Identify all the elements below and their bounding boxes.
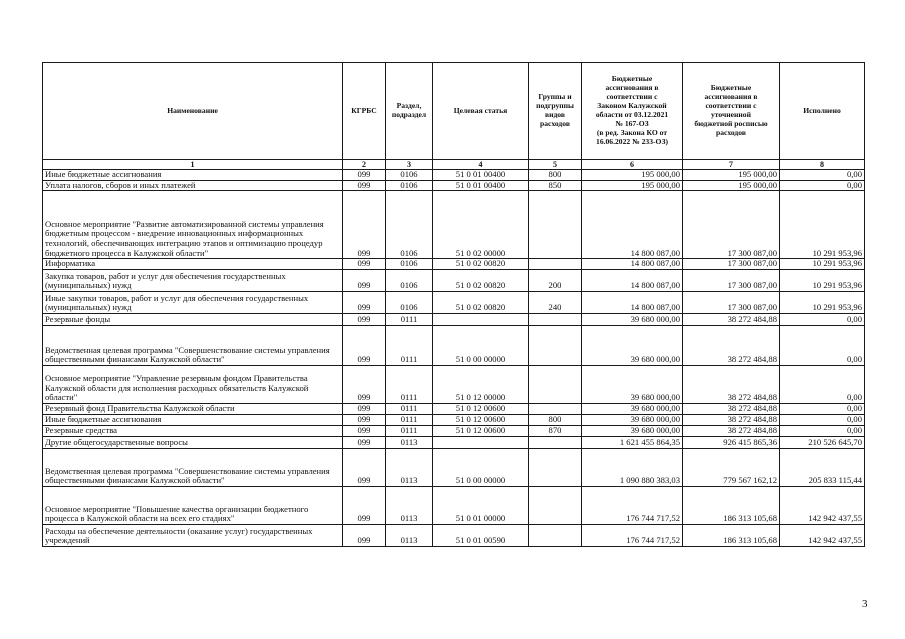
law-allocation-value: 39 680 000,00 (582, 365, 683, 403)
table-row (43, 269, 865, 291)
law-allocation-value: 195 000,00 (582, 170, 683, 181)
law-allocation-value: 1 621 455 864,35 (582, 436, 683, 448)
header-kgrbs: КГРБС (343, 63, 386, 160)
law-allocation-value: 39 680 000,00 (582, 313, 683, 325)
table-row (43, 425, 865, 436)
budget-list-allocation-value: 38 272 484,88 (683, 425, 780, 436)
target-article-cell: 51 0 00 00000 (433, 325, 529, 365)
column-number: 1 (43, 160, 343, 170)
law-allocation-value: 39 680 000,00 (582, 414, 683, 425)
target-article-cell (433, 436, 529, 448)
table-row (43, 486, 865, 524)
budget-table (42, 62, 865, 547)
target-article-cell: 51 0 12 00000 (433, 365, 529, 403)
table-row (43, 436, 865, 448)
column-number-row (43, 160, 865, 170)
target-article-cell (433, 313, 529, 325)
executed-value: 205 833 115,44 (780, 448, 865, 486)
kgrbs-cell: 099 (343, 269, 386, 291)
target-article-cell: 51 0 01 00000 (433, 486, 529, 524)
target-article-cell: 51 0 12 00600 (433, 425, 529, 436)
target-article-cell: 51 0 02 00820 (433, 259, 529, 270)
executed-value: 0,00 (780, 325, 865, 365)
expense-group-cell (529, 313, 582, 325)
table-row (43, 325, 865, 365)
executed-value: 10 291 953,96 (780, 191, 865, 259)
kgrbs-cell: 099 (343, 414, 386, 425)
target-article-cell: 51 0 12 00600 (433, 414, 529, 425)
razdel-cell: 0113 (386, 436, 433, 448)
table-row (43, 403, 865, 414)
kgrbs-cell: 099 (343, 291, 386, 313)
executed-value: 0,00 (780, 414, 865, 425)
target-article-cell: 51 0 01 00400 (433, 180, 529, 191)
law-allocation-value: 39 680 000,00 (582, 425, 683, 436)
kgrbs-cell: 099 (343, 365, 386, 403)
executed-value: 0,00 (780, 180, 865, 191)
razdel-cell: 0111 (386, 313, 433, 325)
table-row (43, 170, 865, 181)
razdel-cell: 0106 (386, 191, 433, 259)
law-allocation-value: 14 800 087,00 (582, 269, 683, 291)
budget-list-allocation-value: 17 300 087,00 (683, 191, 780, 259)
law-allocation-value: 195 000,00 (582, 180, 683, 191)
kgrbs-cell: 099 (343, 436, 386, 448)
budget-list-allocation-value: 38 272 484,88 (683, 325, 780, 365)
razdel-cell: 0113 (386, 486, 433, 524)
column-number: 3 (386, 160, 433, 170)
expense-group-cell (529, 448, 582, 486)
razdel-cell: 0111 (386, 425, 433, 436)
kgrbs-cell: 099 (343, 191, 386, 259)
column-number: 4 (433, 160, 529, 170)
law-allocation-value: 14 800 087,00 (582, 259, 683, 270)
kgrbs-cell: 099 (343, 403, 386, 414)
razdel-cell: 0113 (386, 448, 433, 486)
law-allocation-value: 1 090 880 383,03 (582, 448, 683, 486)
expense-group-cell (529, 191, 582, 259)
executed-value: 0,00 (780, 170, 865, 181)
row-name: Уплата налогов, сборов и иных платежей (43, 180, 343, 191)
table-row (43, 259, 865, 270)
executed-value: 142 942 437,55 (780, 486, 865, 524)
expense-group-cell: 800 (529, 170, 582, 181)
expense-group-cell (529, 403, 582, 414)
kgrbs-cell: 099 (343, 180, 386, 191)
budget-list-allocation-value: 38 272 484,88 (683, 313, 780, 325)
table-row (43, 448, 865, 486)
target-article-cell: 51 0 00 00000 (433, 448, 529, 486)
expense-group-cell: 850 (529, 180, 582, 191)
column-number: 5 (529, 160, 582, 170)
executed-value: 10 291 953,96 (780, 259, 865, 270)
razdel-cell: 0111 (386, 325, 433, 365)
executed-value: 0,00 (780, 425, 865, 436)
expense-group-cell (529, 486, 582, 524)
budget-list-allocation-value: 195 000,00 (683, 180, 780, 191)
expense-group-cell: 240 (529, 291, 582, 313)
law-allocation-value: 176 744 717,52 (582, 524, 683, 546)
razdel-cell: 0106 (386, 269, 433, 291)
row-name: Закупка товаров, работ и услуг для обеспечения государственных (муниципальных) нужд (43, 269, 343, 291)
razdel-cell: 0111 (386, 403, 433, 414)
budget-list-allocation-value: 17 300 087,00 (683, 259, 780, 270)
razdel-cell: 0106 (386, 291, 433, 313)
page-number: 3 (862, 598, 868, 610)
budget-list-allocation-value: 38 272 484,88 (683, 414, 780, 425)
budget-list-allocation-value: 38 272 484,88 (683, 403, 780, 414)
column-number: 8 (780, 160, 865, 170)
row-name: Резервный фонд Правительства Калужской области (43, 403, 343, 414)
table-row (43, 180, 865, 191)
kgrbs-cell: 099 (343, 170, 386, 181)
kgrbs-cell: 099 (343, 313, 386, 325)
budget-list-allocation-value: 926 415 865,36 (683, 436, 780, 448)
budget-list-allocation-value: 195 000,00 (683, 170, 780, 181)
row-name: Основное мероприятие "Управление резервным фондом Правительства Калужской области для исполнения расходных обязательств Калужской области" (43, 365, 343, 403)
executed-value: 10 291 953,96 (780, 269, 865, 291)
kgrbs-cell: 099 (343, 259, 386, 270)
row-name: Резервные фонды (43, 313, 343, 325)
executed-value: 0,00 (780, 403, 865, 414)
table-row (43, 414, 865, 425)
budget-list-allocation-value: 186 313 105,68 (683, 486, 780, 524)
expense-group-cell (529, 436, 582, 448)
row-name: Резервные средства (43, 425, 343, 436)
target-article-cell: 51 0 12 00600 (433, 403, 529, 414)
razdel-cell: 0106 (386, 170, 433, 181)
table-row (43, 524, 865, 546)
law-allocation-value: 14 800 087,00 (582, 291, 683, 313)
razdel-cell: 0111 (386, 414, 433, 425)
target-article-cell: 51 0 02 00820 (433, 269, 529, 291)
executed-value: 0,00 (780, 313, 865, 325)
law-allocation-value: 176 744 717,52 (582, 486, 683, 524)
header-budget-list-allocations: Бюджетные ассигнования в соответствии с уточненной бюджетной росписью расходов (683, 63, 780, 160)
budget-list-allocation-value: 779 567 162,12 (683, 448, 780, 486)
column-number: 6 (582, 160, 683, 170)
row-name: Другие общегосударственные вопросы (43, 436, 343, 448)
expense-group-cell: 200 (529, 269, 582, 291)
expense-group-cell (529, 259, 582, 270)
razdel-cell: 0111 (386, 365, 433, 403)
executed-value: 10 291 953,96 (780, 291, 865, 313)
executed-value: 0,00 (780, 365, 865, 403)
kgrbs-cell: 099 (343, 425, 386, 436)
kgrbs-cell: 099 (343, 325, 386, 365)
header-law-allocations: Бюджетные ассигнования в соответствии с Законом Калужской области от 03.12.2021 № 167-ОЗ (в ред. Закона КО от 16.06.2022 № 233-ОЗ) (582, 63, 683, 160)
row-name: Иные закупки товаров, работ и услуг для обеспечения государственных (муниципальных) нужд (43, 291, 343, 313)
table-row (43, 365, 865, 403)
row-name: Информатика (43, 259, 343, 270)
row-name: Иные бюджетные ассигнования (43, 170, 343, 181)
razdel-cell: 0106 (386, 180, 433, 191)
header-razdel: Раздел, подраздел (386, 63, 433, 160)
row-name: Расходы на обеспечение деятельности (оказание услуг) государственных учреждений (43, 524, 343, 546)
kgrbs-cell: 099 (343, 448, 386, 486)
budget-list-allocation-value: 17 300 087,00 (683, 291, 780, 313)
expense-group-cell (529, 524, 582, 546)
target-article-cell: 51 0 01 00400 (433, 170, 529, 181)
razdel-cell: 0106 (386, 259, 433, 270)
row-name: Иные бюджетные ассигнования (43, 414, 343, 425)
target-article-cell: 51 0 02 00000 (433, 191, 529, 259)
row-name: Ведомственная целевая программа "Совершенствование системы управления общественными финансами Калужской области" (43, 448, 343, 486)
expense-group-cell: 800 (529, 414, 582, 425)
table-row (43, 191, 865, 259)
target-article-cell: 51 0 02 00820 (433, 291, 529, 313)
razdel-cell: 0113 (386, 524, 433, 546)
table-row (43, 291, 865, 313)
expense-group-cell (529, 325, 582, 365)
table-row (43, 313, 865, 325)
kgrbs-cell: 099 (343, 486, 386, 524)
law-allocation-value: 14 800 087,00 (582, 191, 683, 259)
expense-group-cell (529, 365, 582, 403)
header-executed: Исполнено (780, 63, 865, 160)
budget-list-allocation-value: 38 272 484,88 (683, 365, 780, 403)
kgrbs-cell: 099 (343, 524, 386, 546)
target-article-cell: 51 0 01 00590 (433, 524, 529, 546)
executed-value: 210 526 645,70 (780, 436, 865, 448)
row-name: Основное мероприятие "Повышение качества организации бюджетного процесса в Калужской области на всех его стадиях" (43, 486, 343, 524)
budget-list-allocation-value: 186 313 105,68 (683, 524, 780, 546)
header-target-article: Целевая статья (433, 63, 529, 160)
law-allocation-value: 39 680 000,00 (582, 325, 683, 365)
row-name: Основное мероприятие "Развитие автоматизированной системы управления бюджетным процессом - внедрение инновационных информационных технологий, обеспечивающих интеграцию этапов и оптимизацию процедур бюджетного процесса в Калужской области" (43, 191, 343, 259)
row-name: Ведомственная целевая программа "Совершенствование системы управления общественными финансами Калужской области" (43, 325, 343, 365)
budget-list-allocation-value: 17 300 087,00 (683, 269, 780, 291)
column-number: 2 (343, 160, 386, 170)
expense-group-cell: 870 (529, 425, 582, 436)
header-name: Наименование (43, 63, 343, 160)
executed-value: 142 942 437,55 (780, 524, 865, 546)
header-expense-group: Группы и подгруппы видов расходов (529, 63, 582, 160)
law-allocation-value: 39 680 000,00 (582, 403, 683, 414)
column-number: 7 (683, 160, 780, 170)
